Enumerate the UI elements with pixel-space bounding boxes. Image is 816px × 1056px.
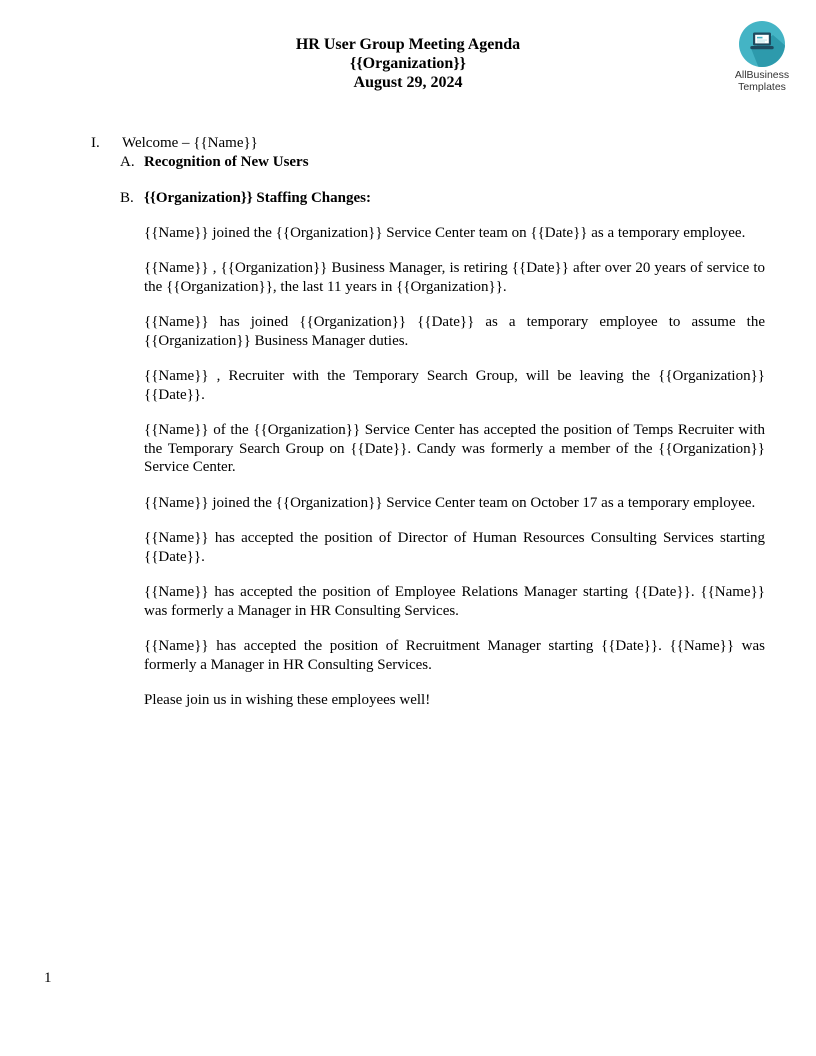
body-paragraph: {{Name}} , Recruiter with the Temporary Search Group, will be leaving the {{Organization}} {{Date}}. <box>144 368 765 403</box>
body-paragraph: {{Name}} has accepted the position of Recruitment Manager starting {{Date}}. {{Name}} was formerly a Manager in HR Consulting Services. <box>144 638 765 673</box>
body-paragraph: {{Name}} joined the {{Organization}} Service Center team on {{Date}} as a temporary employee. <box>144 224 746 241</box>
laptop-icon <box>738 21 786 69</box>
agenda-item-recognition-label: Recognition of New Users <box>144 153 309 170</box>
agenda-outline <box>0 134 816 208</box>
document-date: August 29, 2024 <box>353 74 463 91</box>
document-title: HR User Group Meeting Agenda <box>295 36 521 53</box>
body-paragraph: {{Name}} joined the {{Organization}} Service Center team on October 17 as a temporary employee. <box>144 494 756 511</box>
logo-text-line2: Templates <box>738 80 786 93</box>
agenda-item-welcome-label: Welcome – {{Name}} <box>122 135 258 151</box>
agenda-item-welcome <box>0 134 816 153</box>
agenda-item-staffing-changes <box>0 189 816 208</box>
logo-text-line1: AllBusiness <box>734 69 790 81</box>
agenda-item-staffing-marker: B. <box>120 190 134 206</box>
agenda-item-recognition-marker: A. <box>120 153 135 170</box>
agenda-item-staffing-label: {{Organization}} Staffing Changes: <box>144 190 371 206</box>
body-paragraph: Please join us in wishing these employees well! <box>144 692 431 708</box>
agenda-item-welcome-marker: I. <box>91 135 100 151</box>
page-number: 1 <box>44 970 52 986</box>
staffing-changes-body <box>0 224 816 710</box>
agenda-item-recognition <box>0 153 816 172</box>
logo-text <box>721 70 803 93</box>
body-paragraph: {{Name}} has accepted the position of Employee Relations Manager starting {{Date}}. {{Name}} was formerly a Manager in HR Consulting Services. <box>144 584 765 619</box>
document-title-block <box>0 0 816 92</box>
document-subtitle-organization: {{Organization}} <box>350 55 466 72</box>
allbusiness-templates-logo <box>721 21 803 93</box>
body-paragraph: {{Name}} has accepted the position of Director of Human Resources Consulting Services starting {{Date}}. <box>144 530 765 565</box>
body-paragraph: {{Name}} , {{Organization}} Business Manager, is retiring {{Date}} after over 20 years of service to the {{Organization}}, the last 11 years in {{Organization}}. <box>144 260 765 295</box>
body-paragraph: {{Name}} of the {{Organization}} Service Center has accepted the position of Temps Recruiter with the Temporary Search Group on {{Date}}. Candy was formerly a member of the {{Organization}} Service Center. <box>144 422 765 475</box>
body-paragraph: {{Name}} has joined {{Organization}} {{Date}} as a temporary employee to assume the {{Organization}} Business Manager duties. <box>144 314 765 349</box>
